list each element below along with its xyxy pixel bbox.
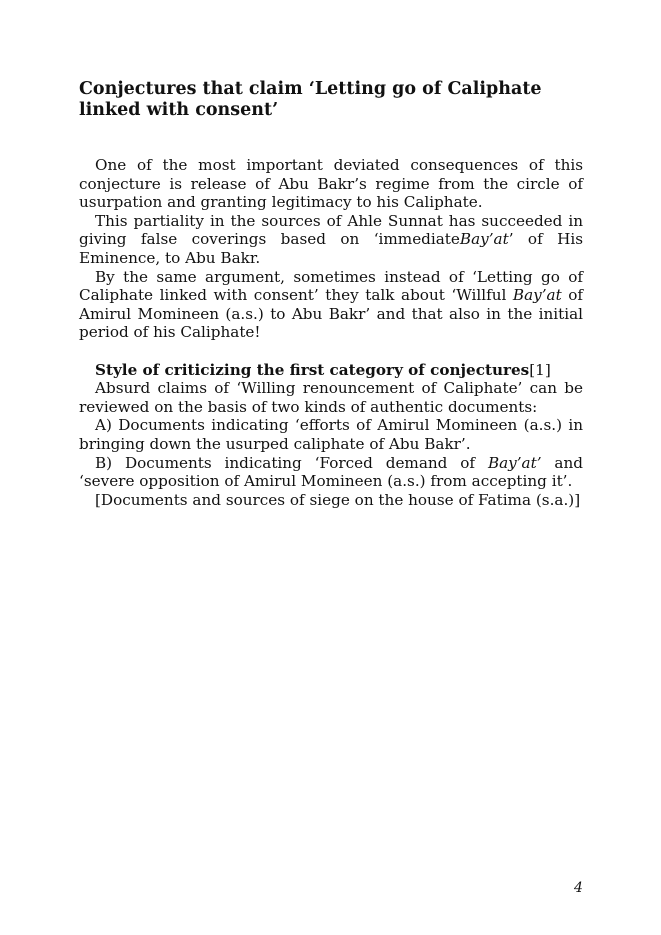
body-text: [79, 156, 583, 509]
paragraph-4: Absurd claims of ‘Willing renouncement of Caliphate’ can be reviewed on the basis of two kinds of authentic documents:: [79, 379, 583, 416]
title-line-1: Conjectures that claim ‘Letting go of Caliphate: [79, 79, 542, 99]
page-number: 4: [574, 880, 583, 896]
subheading-text: Style of criticizing the first category of conjectures: [95, 360, 530, 379]
paragraph-6: [79, 454, 583, 491]
title-line-2: linked with consent’: [79, 100, 279, 120]
paragraph-6-text-b: and ‘severe opposition of Amirul Momineen (a.s.) from accepting it’.: [79, 453, 583, 491]
paragraph-1: One of the most important deviated consequences of this conjecture is release of Abu Bakr’s regime from the circle of usurpation and granting legitimacy to his Caliphate.: [79, 156, 583, 212]
paragraph-7: [Documents and sources of siege on the house of Fatima (s.a.)]: [95, 490, 581, 509]
paragraph-2: [79, 212, 583, 268]
paragraph-3-italic: Bay’at: [512, 286, 562, 305]
paragraph-5: A) Documents indicating ‘efforts of Amirul Momineen (a.s.) in bringing down the usurped caliphate of Abu Bakr’.: [79, 416, 583, 453]
page-content: [79, 79, 583, 509]
paragraph-3-text-a: By the same argument, sometimes instead of ‘Letting go of Caliphate linked with consent’ they talk about ‘Willful: [79, 267, 583, 305]
subheading: [79, 361, 583, 380]
paragraph-2-text-a: This partiality in the sources of Ahle Sunnat has succeeded in giving false coverings based on ‘immediate: [79, 211, 583, 249]
paragraph-3-text-b: of Amirul Momineen (a.s.) to Abu Bakr’ and that also in the initial period of his Caliphate!: [79, 286, 584, 342]
paragraph-6-text-a: B) Documents indicating ‘Forced demand of: [95, 453, 488, 472]
paragraph-2-italic: Bay’at: [459, 230, 509, 249]
paragraph-2-text-b: ’ of His Eminence, to Abu Bakr.: [79, 230, 583, 267]
footnote-ref: [1]: [529, 360, 551, 379]
paragraph-3: [79, 268, 583, 342]
paragraph-6-italic: Bay’at’: [487, 453, 542, 472]
paragraph-gap: [79, 342, 583, 361]
page-title: [79, 79, 583, 121]
